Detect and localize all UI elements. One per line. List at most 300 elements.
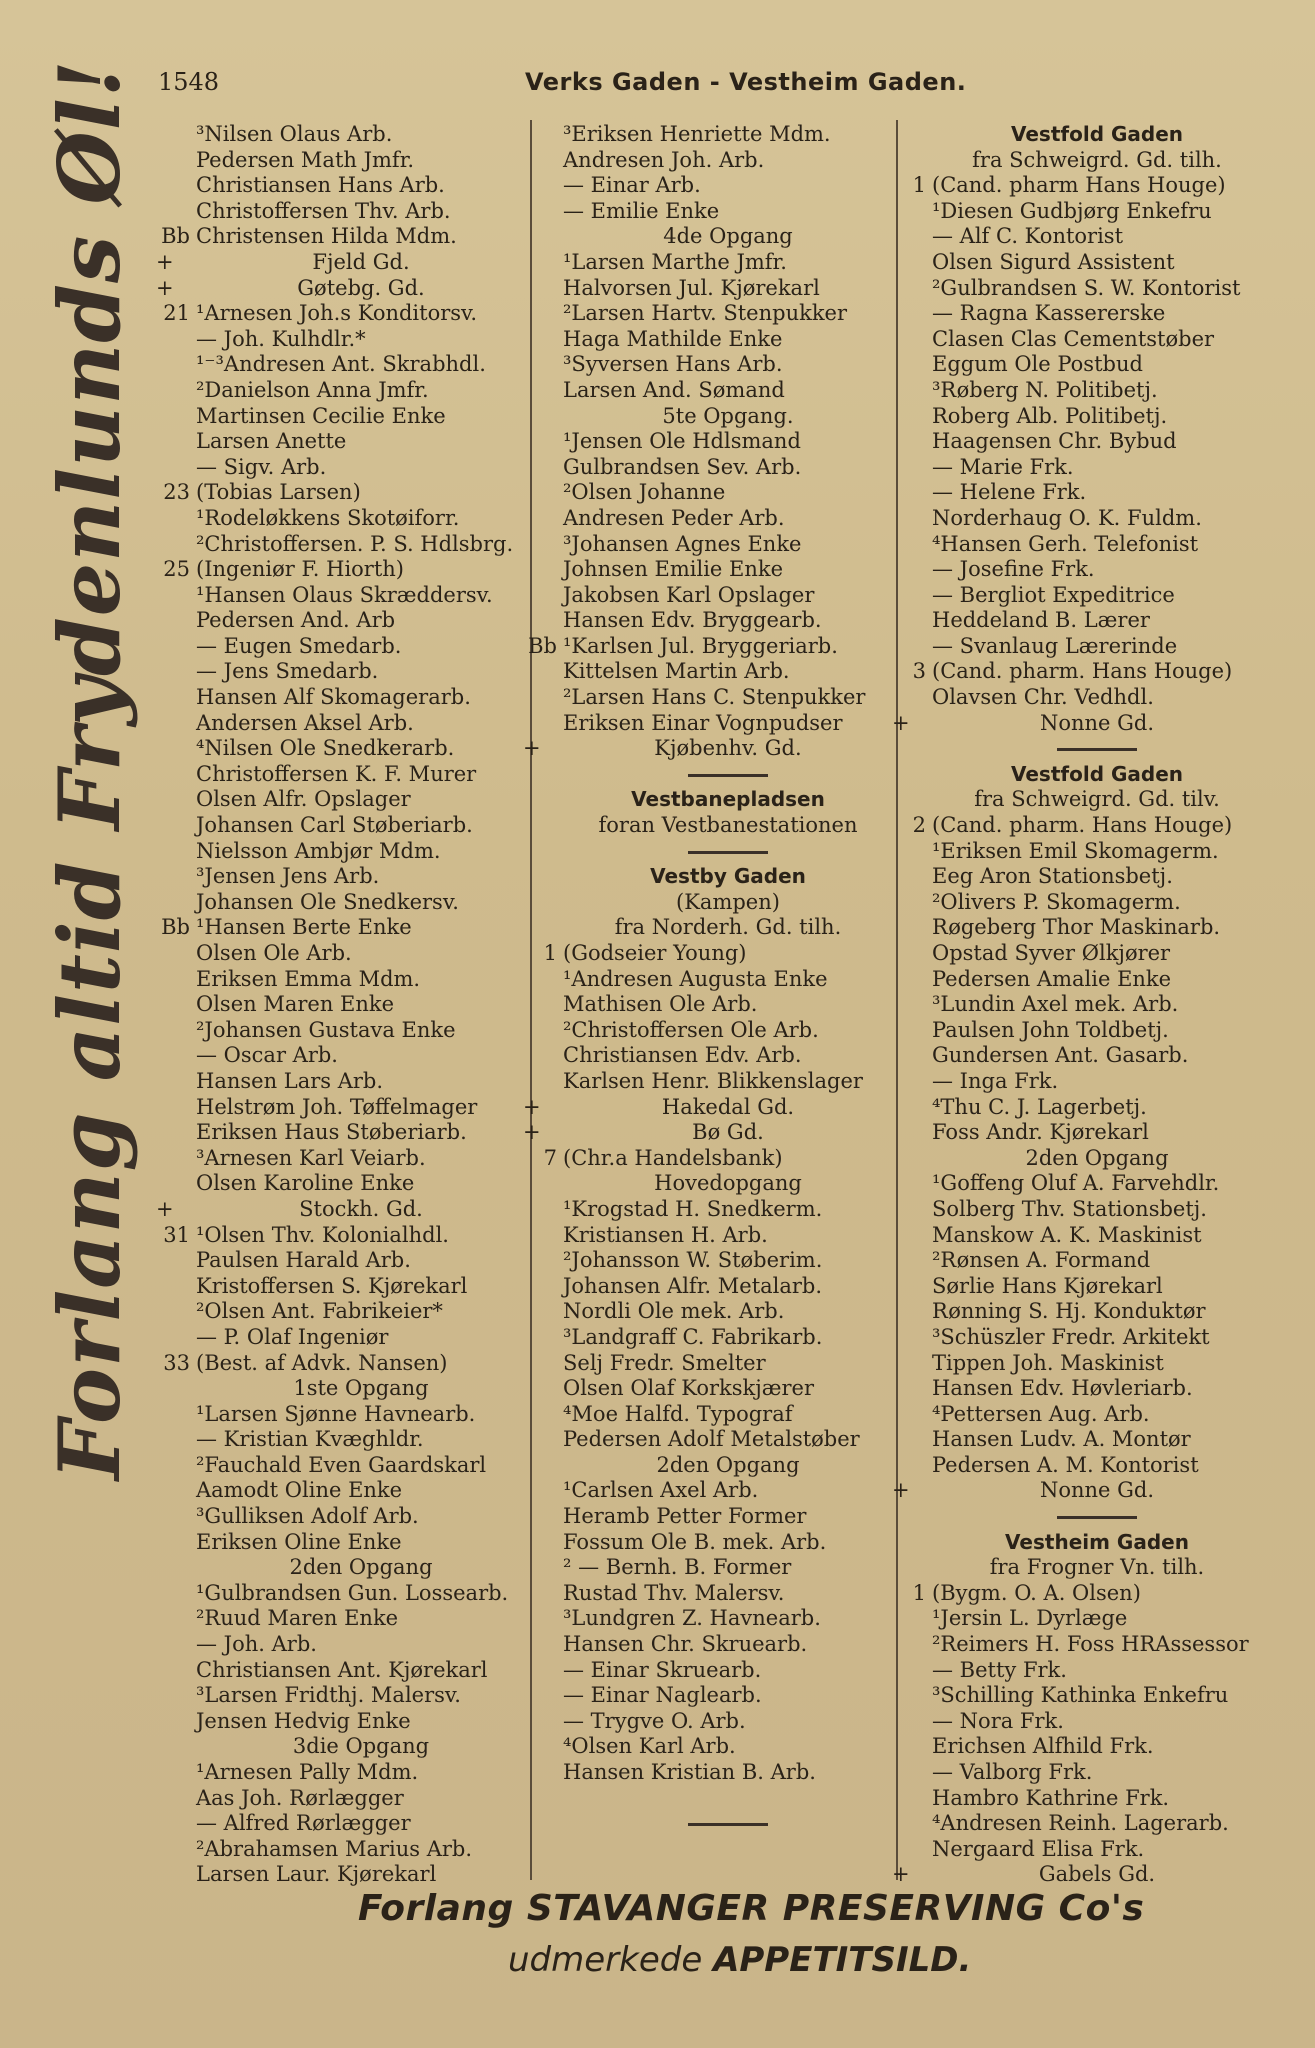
- directory-entry: [196, 659, 526, 685]
- directory-entry: [163, 1222, 526, 1249]
- directory-entry: [563, 1478, 893, 1504]
- entry-text: Vestfold Gaden: [1010, 122, 1184, 146]
- entry-text: Christiansen Hans Arb.: [196, 173, 445, 198]
- directory-entry: [196, 1069, 526, 1095]
- entry-text: Vestby Gaden: [650, 864, 806, 889]
- entry-text: Olavsen Chr. Vedhdl.: [932, 685, 1154, 710]
- directory-entry: [932, 1632, 1262, 1658]
- directory-entry: [563, 915, 893, 941]
- directory-entry: [563, 276, 893, 302]
- entry-text: Andresen Joh. Arb.: [563, 147, 765, 172]
- directory-entry: [563, 1325, 893, 1351]
- directory-entry: [932, 941, 1262, 967]
- entry-text: (Kampen): [676, 889, 780, 914]
- entry-text: Olsen Sigurd Assistent: [932, 249, 1175, 274]
- entry-text: (Bygm. O. A. Olsen): [932, 1580, 1141, 1605]
- entry-text: — Eugen Smedarb.: [196, 633, 402, 658]
- entry-text: — Einar Naglearb.: [563, 1683, 762, 1708]
- entry-marker: +: [523, 1094, 541, 1119]
- directory-entry: [196, 583, 526, 609]
- directory-entry: [196, 1402, 526, 1428]
- entry-text: ³Landgraff C. Fabrikarb.: [563, 1324, 823, 1349]
- directory-entry: [523, 1094, 893, 1121]
- entry-text: 3die Opgang: [292, 1734, 430, 1759]
- directory-entry: [163, 557, 526, 583]
- entry-text: Haagensen Chr. Bybud: [932, 429, 1177, 454]
- directory-entry: [932, 915, 1262, 941]
- directory-entry: [563, 711, 893, 737]
- directory-entry: [196, 1274, 526, 1300]
- directory-entry: [563, 1530, 893, 1556]
- directory-entry: [932, 1274, 1262, 1300]
- entry-text: Gøtebg. Gd.: [297, 275, 425, 300]
- directory-entry: [563, 352, 893, 378]
- entry-text: Eriksen Haus Støberiarb.: [196, 1120, 467, 1145]
- entry-text: ³Eriksen Henriette Mdm.: [563, 122, 831, 146]
- directory-entry: [932, 1376, 1262, 1402]
- entry-text: ⁴Hansen Gerh. Telefonist: [932, 531, 1199, 556]
- entry-text: Stockh. Gd.: [299, 1196, 423, 1221]
- entry-marker: 33: [163, 1350, 190, 1375]
- entry-text: ¹Carlsen Axel Arb.: [563, 1478, 759, 1503]
- directory-entry: [196, 1709, 526, 1735]
- directory-entry: [563, 1606, 893, 1632]
- directory-entry: [932, 1197, 1262, 1223]
- entry-text: ³Schüszler Fredr. Arkitekt: [932, 1324, 1210, 1349]
- entry-text: Eriksen Emma Mdm.: [196, 966, 421, 991]
- running-title: Verks Gaden - Vestheim Gaden.: [525, 68, 967, 96]
- directory-entry: [196, 1478, 526, 1504]
- entry-text: — Joh. Arb.: [196, 1632, 317, 1657]
- entry-text: ⁴Andresen Reinh. Lagerarb.: [932, 1811, 1229, 1836]
- entry-text: ²Reimers H. Foss HRAssessor: [932, 1632, 1249, 1657]
- directory-entry: [563, 224, 893, 250]
- entry-marker: Bb: [161, 224, 190, 249]
- directory-entry: [563, 1504, 893, 1530]
- directory-entry: [932, 634, 1262, 660]
- entry-text: — Jens Smedarb.: [196, 659, 379, 684]
- entry-marker: Bb: [161, 915, 190, 940]
- directory-entry: [892, 1478, 1262, 1504]
- directory-entry: [161, 224, 526, 250]
- entry-text: ¹Hansen Olaus Skræddersv.: [196, 582, 493, 607]
- entry-text: (Best. af Advk. Nansen): [196, 1350, 448, 1375]
- entry-text: ²Larsen Hans C. Stenpukker: [563, 685, 866, 710]
- entry-text: fra Frogner Vn. tilh.: [989, 1555, 1205, 1580]
- directory-entry: [196, 327, 526, 353]
- entry-text: Haga Mathilde Enke: [563, 326, 783, 351]
- directory-entry: [163, 301, 526, 327]
- entry-text: ⁴Pettersen Aug. Arb.: [932, 1401, 1150, 1426]
- section-separator: [932, 1504, 1262, 1530]
- entry-text: ¹Rodeløkkens Skotøiforr.: [196, 505, 460, 530]
- entry-text: Gabels Gd.: [1038, 1862, 1156, 1887]
- entry-text: ⁴Olsen Karl Arb.: [563, 1734, 736, 1759]
- directory-entry: [163, 1350, 526, 1377]
- directory-entry: [932, 1837, 1262, 1863]
- entry-text: Hansen Alf Skomagerarb.: [196, 685, 471, 710]
- entry-text: Fjeld Gd.: [312, 249, 410, 274]
- directory-entry: [563, 148, 893, 174]
- directory-entry: [196, 148, 526, 174]
- entry-text: ² — Bernh. B. Former: [563, 1555, 792, 1580]
- column-divider: [896, 120, 898, 1880]
- directory-entry: [563, 429, 893, 455]
- entry-text: ¹Larsen Marthe Jmfr.: [563, 249, 787, 274]
- entry-text: ³Lundgren Z. Havnearb.: [563, 1606, 821, 1631]
- entry-text: Røgeberg Thor Maskinarb.: [932, 915, 1221, 940]
- directory-entry: [563, 1299, 893, 1325]
- directory-entry: [563, 1197, 893, 1223]
- directory-entry: [523, 1120, 893, 1146]
- entry-text: ¹Eriksen Emil Skomagerm.: [932, 838, 1219, 863]
- directory-entry: [196, 634, 526, 660]
- entry-text: Heramb Petter Former: [563, 1504, 807, 1529]
- directory-entry: [563, 557, 893, 583]
- entry-text: Pedersen Adolf Metalstøber: [563, 1427, 860, 1452]
- directory-entry: [932, 890, 1262, 916]
- directory-entry: [932, 1658, 1262, 1684]
- entry-text: Eriksen Oline Enke: [196, 1529, 402, 1554]
- entry-text: ¹Arnesen Joh.s Konditorsv.: [196, 301, 478, 326]
- directory-entry: [932, 1248, 1262, 1274]
- entry-text: 4de Opgang: [663, 224, 793, 249]
- entry-text: fra Schweigrd. Gd. tilv.: [974, 787, 1220, 812]
- directory-entry: [932, 992, 1262, 1018]
- entry-text: Rustad Thv. Malersv.: [563, 1580, 785, 1605]
- entry-text: Hansen Edv. Høvleriarb.: [932, 1376, 1193, 1401]
- entry-text: ³Nilsen Olaus Arb.: [196, 122, 393, 146]
- entry-marker: 7: [543, 1145, 557, 1170]
- entry-marker: 21: [163, 301, 190, 326]
- directory-entry: [523, 736, 893, 762]
- directory-entry: [932, 1299, 1262, 1325]
- entry-text: Pedersen And. Arb: [196, 608, 396, 633]
- directory-entry: [932, 506, 1262, 532]
- directory-entry: [932, 608, 1262, 634]
- footer-advertisement-line2: [508, 1940, 971, 1980]
- directory-entry: [196, 1120, 526, 1146]
- entry-text: fra Norderh. Gd. tilh.: [614, 915, 842, 940]
- directory-entry: [543, 941, 893, 967]
- entry-text: Roberg Alb. Politibetj.: [932, 403, 1168, 428]
- entry-text: Jakobsen Karl Opslager: [563, 582, 815, 607]
- directory-entry: [912, 173, 1262, 199]
- entry-text: ²Johansen Gustava Enke: [196, 1017, 456, 1042]
- entry-text: Kristiansen H. Arb.: [563, 1222, 768, 1247]
- entry-text: Kjøbenhv. Gd.: [654, 736, 802, 761]
- entry-text: — Bergliot Expeditrice: [932, 582, 1175, 607]
- directory-entry: [196, 890, 526, 916]
- entry-text: Gulbrandsen Sev. Arb.: [563, 454, 802, 479]
- directory-entry: [932, 1734, 1262, 1760]
- directory-entry: [196, 1786, 526, 1812]
- directory-entry: [196, 1018, 526, 1044]
- directory-entry: [932, 1811, 1262, 1837]
- entry-marker: 31: [163, 1222, 190, 1247]
- entry-text: foran Vestbanestationen: [598, 813, 858, 838]
- entry-marker: 1: [912, 173, 926, 198]
- entry-text: — Valborg Frk.: [932, 1760, 1093, 1784]
- directory-entry: [932, 1402, 1262, 1428]
- directory-column-2: [523, 122, 893, 1837]
- entry-marker: +: [892, 1478, 910, 1503]
- entry-text: — Josefine Frk.: [932, 557, 1095, 582]
- entry-text: — Alfred Rørlægger: [196, 1811, 411, 1836]
- entry-text: (Cand. pharm. Hans Houge): [932, 659, 1233, 684]
- entry-text: ¹Larsen Sjønne Havnearb.: [196, 1401, 476, 1426]
- entry-text: — Marie Frk.: [932, 454, 1074, 479]
- directory-entry: [932, 583, 1262, 609]
- directory-entry: [196, 1581, 526, 1607]
- directory-entry: [196, 1760, 526, 1786]
- directory-entry: [161, 915, 526, 941]
- entry-text: — Einar Skruearb.: [563, 1657, 762, 1682]
- directory-entry: [196, 1427, 526, 1453]
- entry-text: Aamodt Oline Enke: [196, 1478, 403, 1503]
- directory-entry: [932, 1043, 1262, 1069]
- entry-marker: Bb: [528, 633, 557, 658]
- directory-entry: [196, 1325, 526, 1351]
- directory-entry: [563, 455, 893, 481]
- directory-entry: [543, 1145, 893, 1172]
- entry-text: Nergaard Elisa Frk.: [932, 1836, 1145, 1861]
- directory-entry: [932, 1223, 1262, 1249]
- entry-text: Johnsen Emilie Enke: [563, 557, 784, 582]
- directory-entry: [563, 1709, 893, 1735]
- entry-text: Olsen Alfr. Opslager: [196, 787, 411, 812]
- directory-entry: [196, 1837, 526, 1863]
- entry-text: — Emilie Enke: [563, 198, 720, 223]
- directory-entry: [196, 1146, 526, 1172]
- directory-entry: [196, 429, 526, 455]
- directory-entry: [156, 275, 526, 302]
- directory-entry: [196, 1658, 526, 1684]
- entry-text: ³Syversen Hans Arb.: [563, 352, 783, 377]
- street-heading: [563, 864, 893, 890]
- section-separator: [563, 1811, 893, 1837]
- entry-text: Tippen Joh. Maskinist: [932, 1350, 1164, 1375]
- directory-entry: [196, 532, 526, 558]
- entry-text: — P. Olaf Ingeniør: [196, 1324, 389, 1349]
- entry-text: 2den Opgang: [1025, 1145, 1169, 1170]
- directory-entry: [196, 1248, 526, 1274]
- entry-text: 5te Opgang.: [662, 403, 794, 428]
- directory-entry: [932, 839, 1262, 865]
- entry-text: Larsen And. Sømand: [563, 377, 785, 402]
- entry-text: Christiansen Edv. Arb.: [563, 1043, 802, 1068]
- entry-text: — Betty Frk.: [932, 1657, 1067, 1682]
- directory-entry: [932, 532, 1262, 558]
- directory-entry: [932, 480, 1262, 506]
- directory-entry: [563, 1555, 893, 1581]
- directory-entry: [932, 199, 1262, 225]
- entry-text: Martinsen Cecilie Enke: [196, 403, 446, 428]
- directory-entry: [563, 608, 893, 634]
- entry-text: 2den Opgang: [656, 1452, 800, 1477]
- entry-text: Gundersen Ant. Gasarb.: [932, 1043, 1189, 1068]
- directory-entry: [196, 1376, 526, 1402]
- entry-text: — Trygve O. Arb.: [563, 1708, 746, 1733]
- entry-text: Nielsson Ambjør Mdm.: [196, 838, 441, 863]
- entry-text: ²Olsen Ant. Fabrikeier*: [196, 1299, 443, 1324]
- entry-text: (Godseier Young): [563, 941, 747, 965]
- directory-entry: [563, 813, 893, 839]
- entry-text: ²Larsen Hartv. Stenpukker: [563, 301, 848, 326]
- entry-text: Helstrøm Joh. Tøffelmager: [196, 1094, 478, 1119]
- directory-entry: [932, 1709, 1262, 1735]
- directory-entry: [932, 378, 1262, 404]
- entry-text: — Nora Frk.: [932, 1708, 1064, 1733]
- directory-entry: [196, 506, 526, 532]
- directory-entry: [932, 787, 1262, 813]
- directory-entry: [196, 1095, 526, 1121]
- directory-entry: [912, 813, 1262, 839]
- entry-text: ²Rønsen A. Formand: [932, 1248, 1151, 1273]
- directory-entry: [932, 1120, 1262, 1146]
- directory-entry: [932, 557, 1262, 583]
- directory-entry: [932, 1018, 1262, 1044]
- directory-entry: [563, 1427, 893, 1453]
- entry-marker: +: [156, 249, 174, 274]
- directory-entry: [932, 1786, 1262, 1812]
- directory-entry: [912, 1580, 1262, 1607]
- directory-entry: [563, 122, 893, 148]
- entry-marker: +: [523, 736, 541, 761]
- directory-entry: [932, 1427, 1262, 1453]
- directory-entry: [563, 1376, 893, 1402]
- entry-text: Vestfold Gaden: [1010, 761, 1184, 786]
- entry-text: Hovedopgang: [654, 1171, 802, 1196]
- footer-line2-prefix: udmerkede: [508, 1940, 714, 1980]
- entry-marker: 3: [912, 659, 926, 684]
- directory-entry: [563, 992, 893, 1018]
- entry-text: ⁴Thu C. J. Lagerbetj.: [932, 1094, 1147, 1119]
- entry-text: ²Abrahamsen Marius Arb.: [196, 1836, 473, 1861]
- directory-entry: [932, 404, 1262, 430]
- street-heading: [563, 787, 893, 813]
- directory-entry: [196, 173, 526, 199]
- entry-text: Rønning S. Hj. Konduktør: [932, 1299, 1206, 1324]
- directory-entry: [932, 1453, 1262, 1479]
- directory-entry: [932, 1683, 1262, 1709]
- entry-text: Kristoffersen S. Kjørekarl: [196, 1273, 468, 1298]
- entry-text: Christoffersen K. F. Murer: [196, 761, 477, 786]
- entry-text: Pedersen A. M. Kontorist: [932, 1452, 1199, 1477]
- entry-text: Eeg Aron Stationsbetj.: [932, 864, 1173, 889]
- directory-entry: [563, 1734, 893, 1760]
- directory-entry: [563, 404, 893, 430]
- entry-marker: +: [156, 1196, 174, 1221]
- street-heading: [932, 1530, 1262, 1556]
- entry-text: (Cand. pharm. Hans Houge): [932, 813, 1233, 838]
- entry-text: Christiansen Ant. Kjørekarl: [196, 1657, 488, 1682]
- entry-text: ⁴Moe Halfd. Typograf: [563, 1401, 793, 1426]
- directory-entry: [932, 1760, 1262, 1786]
- entry-text: ³Gulliksen Adolf Arb.: [196, 1504, 419, 1529]
- entry-text: Manskow A. K. Maskinist: [932, 1222, 1202, 1247]
- directory-entry: [563, 1581, 893, 1607]
- directory-entry: [563, 506, 893, 532]
- entry-text: Larsen Anette: [196, 429, 347, 454]
- entry-text: Johansen Alfr. Metalarb.: [563, 1273, 823, 1298]
- directory-entry: [196, 1606, 526, 1632]
- page-number: 1548: [158, 68, 220, 96]
- entry-text: Paulsen Harald Arb.: [196, 1248, 411, 1273]
- entry-marker: +: [523, 1120, 541, 1145]
- directory-entry: [563, 890, 893, 916]
- directory-entry: [932, 224, 1262, 250]
- entry-text: Olsen Karoline Enke: [196, 1171, 415, 1196]
- entry-text: (Tobias Larsen): [196, 480, 361, 505]
- directory-entry: [196, 1683, 526, 1709]
- directory-entry: [932, 1351, 1262, 1377]
- entry-text: ¹Jensen Ole Hdlsmand: [563, 429, 801, 454]
- entry-text: Karlsen Henr. Blikkenslager: [563, 1068, 863, 1093]
- entry-text: Nordli Ole mek. Arb.: [563, 1299, 785, 1324]
- entry-text: (Chr.a Handelsbank): [563, 1145, 783, 1170]
- entry-text: Eggum Ole Postbud: [932, 352, 1143, 377]
- entry-text: Jensen Hedvig Enke: [196, 1708, 411, 1733]
- entry-text: — Helene Frk.: [932, 480, 1087, 505]
- directory-entry: [892, 710, 1262, 737]
- entry-text: ¹Karlsen Jul. Bryggeriarb.: [563, 633, 838, 658]
- directory-entry: [912, 659, 1262, 685]
- section-separator: [563, 762, 893, 788]
- directory-entry: [196, 967, 526, 993]
- directory-entry: [563, 1069, 893, 1095]
- directory-entry: [196, 864, 526, 890]
- entry-text: ¹Diesen Gudbjørg Enkefru: [932, 198, 1212, 223]
- entry-text: Christoffersen Thv. Arb.: [196, 198, 451, 223]
- directory-entry: [932, 1555, 1262, 1581]
- directory-entry: [563, 173, 893, 199]
- entry-text: ²Johansson W. Støberim.: [563, 1248, 823, 1273]
- directory-entry: [563, 1274, 893, 1300]
- directory-entry: [563, 659, 893, 685]
- entry-text: Andresen Peder Arb.: [563, 505, 785, 530]
- directory-entry: [563, 1171, 893, 1197]
- entry-text: ²Danielson Anna Jmfr.: [196, 377, 429, 402]
- directory-entry: [563, 1760, 893, 1786]
- entry-text: Sørlie Hans Kjørekarl: [932, 1273, 1163, 1298]
- entry-text: — Joh. Kulhdlr.*: [196, 326, 366, 351]
- entry-text: ³Arnesen Karl Veiarb.: [196, 1145, 426, 1170]
- entry-text: Foss Andr. Kjørekarl: [932, 1120, 1149, 1145]
- directory-entry: [932, 250, 1262, 276]
- entry-text: ¹Andresen Augusta Enke: [563, 966, 828, 991]
- entry-marker: +: [156, 275, 174, 300]
- entry-text: — Ragna Kassererske: [932, 301, 1166, 326]
- entry-text: Hambro Kathrine Frk.: [932, 1785, 1170, 1810]
- entry-text: ¹⁻³Andresen Ant. Skrabhdl.: [196, 352, 486, 377]
- directory-entry: [196, 455, 526, 481]
- vertical-advertisement: Forlang altid Frydenlunds Øl!: [40, 59, 139, 1480]
- entry-text: Olsen Maren Enke: [196, 992, 395, 1017]
- entry-text: Selj Fredr. Smelter: [563, 1350, 766, 1375]
- directory-entry: [563, 1351, 893, 1377]
- entry-text: Opstad Syver Ølkjører: [932, 941, 1171, 965]
- entry-text: ³Johansen Agnes Enke: [563, 531, 802, 556]
- footer-advertisement-line1: Forlang STAVANGER PRESERVING Co's: [358, 1888, 1145, 1929]
- directory-entry: [563, 1658, 893, 1684]
- entry-text: ¹Hansen Berte Enke: [196, 915, 412, 940]
- entry-marker: 2: [912, 813, 926, 838]
- directory-entry: [932, 1325, 1262, 1351]
- footer-line2-bold: APPETITSILD.: [713, 1940, 972, 1980]
- directory-entry: [932, 967, 1262, 993]
- directory-entry: [196, 736, 526, 762]
